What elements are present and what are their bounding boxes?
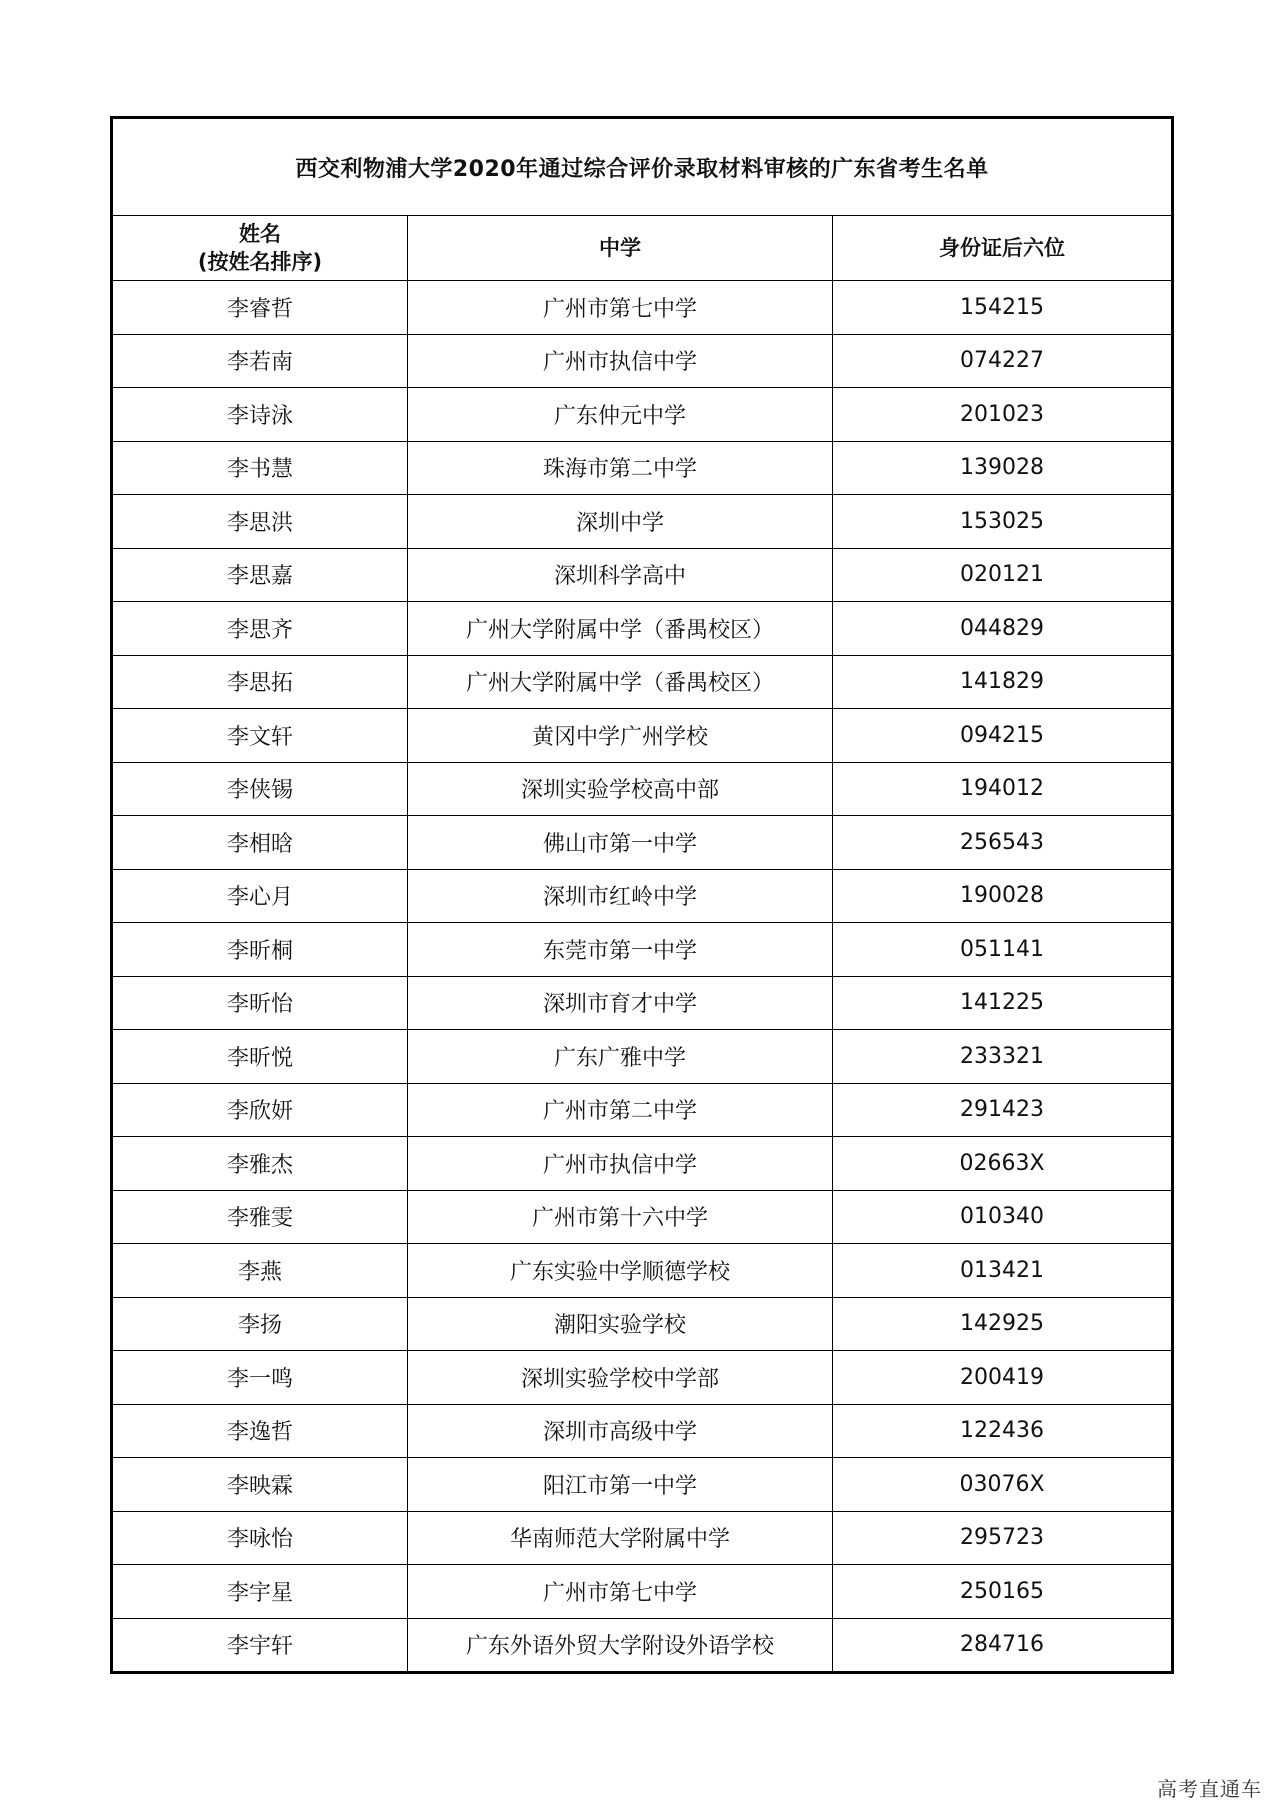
id-last-six-cell: 074227	[833, 334, 1173, 388]
id-last-six-cell: 295723	[833, 1511, 1173, 1565]
student-name-cell: 李欣妍	[112, 1083, 408, 1137]
id-last-six-cell: 094215	[833, 709, 1173, 763]
id-last-six-cell: 139028	[833, 441, 1173, 495]
id-last-six-cell: 153025	[833, 495, 1173, 549]
table-row	[112, 976, 1173, 1030]
school-name-cell: 广州市执信中学	[408, 1137, 833, 1191]
table-row	[112, 1511, 1173, 1565]
header-name	[112, 216, 408, 281]
id-last-six-cell: 141829	[833, 655, 1173, 709]
table-row	[112, 1137, 1173, 1191]
header-name-line2: (按姓名排序)	[197, 250, 323, 274]
student-name-cell: 李若南	[112, 334, 408, 388]
student-name-cell: 李逸哲	[112, 1404, 408, 1458]
table-body	[112, 281, 1173, 1673]
school-name-cell: 广州市第二中学	[408, 1083, 833, 1137]
id-last-six-cell: 013421	[833, 1244, 1173, 1298]
school-name-cell: 深圳实验学校中学部	[408, 1351, 833, 1405]
school-name-cell: 深圳科学高中	[408, 548, 833, 602]
student-name-cell: 李宇轩	[112, 1618, 408, 1673]
student-name-cell: 李昕怡	[112, 976, 408, 1030]
id-last-six-cell: 291423	[833, 1083, 1173, 1137]
table-row	[112, 334, 1173, 388]
table-title: 西交利物浦大学2020年通过综合评价录取材料审核的广东省考生名单	[112, 118, 1173, 216]
student-name-cell: 李映霖	[112, 1458, 408, 1512]
student-name-cell: 李书慧	[112, 441, 408, 495]
id-last-six-cell: 250165	[833, 1565, 1173, 1619]
student-name-cell: 李心月	[112, 869, 408, 923]
school-name-cell: 广州市第七中学	[408, 1565, 833, 1619]
school-name-cell: 广东仲元中学	[408, 388, 833, 442]
table-row	[112, 709, 1173, 763]
table-row	[112, 1351, 1173, 1405]
school-name-cell: 广州大学附属中学（番禺校区）	[408, 602, 833, 656]
school-name-cell: 深圳实验学校高中部	[408, 762, 833, 816]
student-name-cell: 李咏怡	[112, 1511, 408, 1565]
school-name-cell: 广州市执信中学	[408, 334, 833, 388]
table-row	[112, 869, 1173, 923]
table-row	[112, 1618, 1173, 1673]
id-last-six-cell: 200419	[833, 1351, 1173, 1405]
school-name-cell: 佛山市第一中学	[408, 816, 833, 870]
header-school: 中学	[408, 216, 833, 281]
school-name-cell: 黄冈中学广州学校	[408, 709, 833, 763]
id-last-six-cell: 256543	[833, 816, 1173, 870]
header-name-line1: 姓名	[239, 222, 281, 246]
id-last-six-cell: 190028	[833, 869, 1173, 923]
school-name-cell: 广州市第七中学	[408, 281, 833, 335]
id-last-six-cell: 141225	[833, 976, 1173, 1030]
table-row	[112, 1244, 1173, 1298]
school-name-cell: 潮阳实验学校	[408, 1297, 833, 1351]
table-row	[112, 1565, 1173, 1619]
school-name-cell: 深圳市红岭中学	[408, 869, 833, 923]
table-row	[112, 816, 1173, 870]
id-last-six-cell: 154215	[833, 281, 1173, 335]
table-row	[112, 602, 1173, 656]
school-name-cell: 广东实验中学顺德学校	[408, 1244, 833, 1298]
table-row	[112, 495, 1173, 549]
school-name-cell: 华南师范大学附属中学	[408, 1511, 833, 1565]
admission-list-table	[110, 116, 1174, 1674]
id-last-six-cell: 02663X	[833, 1137, 1173, 1191]
id-last-six-cell: 194012	[833, 762, 1173, 816]
table-row	[112, 1404, 1173, 1458]
school-name-cell: 广州市第十六中学	[408, 1190, 833, 1244]
school-name-cell: 东莞市第一中学	[408, 923, 833, 977]
table-row	[112, 1030, 1173, 1084]
student-name-cell: 李昕桐	[112, 923, 408, 977]
school-name-cell: 深圳市育才中学	[408, 976, 833, 1030]
student-name-cell: 李思齐	[112, 602, 408, 656]
school-name-cell: 广东广雅中学	[408, 1030, 833, 1084]
id-last-six-cell: 233321	[833, 1030, 1173, 1084]
student-name-cell: 李侠锡	[112, 762, 408, 816]
id-last-six-cell: 044829	[833, 602, 1173, 656]
id-last-six-cell: 142925	[833, 1297, 1173, 1351]
student-name-cell: 李睿哲	[112, 281, 408, 335]
school-name-cell: 广东外语外贸大学附设外语学校	[408, 1618, 833, 1673]
table-row	[112, 388, 1173, 442]
student-name-cell: 李文轩	[112, 709, 408, 763]
student-name-cell: 李思嘉	[112, 548, 408, 602]
header-id: 身份证后六位	[833, 216, 1173, 281]
school-name-cell: 深圳市高级中学	[408, 1404, 833, 1458]
table-row	[112, 1297, 1173, 1351]
id-last-six-cell: 010340	[833, 1190, 1173, 1244]
student-name-cell: 李相晗	[112, 816, 408, 870]
title-row	[112, 118, 1173, 216]
student-name-cell: 李昕悦	[112, 1030, 408, 1084]
table-row	[112, 1083, 1173, 1137]
table-row	[112, 923, 1173, 977]
student-name-cell: 李思拓	[112, 655, 408, 709]
id-last-six-cell: 201023	[833, 388, 1173, 442]
watermark-text: 高考直通车	[1157, 1777, 1262, 1801]
student-name-cell: 李诗泳	[112, 388, 408, 442]
table-row	[112, 441, 1173, 495]
school-name-cell: 珠海市第二中学	[408, 441, 833, 495]
student-name-cell: 李雅雯	[112, 1190, 408, 1244]
table-row	[112, 1190, 1173, 1244]
student-name-cell: 李燕	[112, 1244, 408, 1298]
student-name-cell: 李一鸣	[112, 1351, 408, 1405]
id-last-six-cell: 051141	[833, 923, 1173, 977]
table-row	[112, 762, 1173, 816]
table-row	[112, 281, 1173, 335]
id-last-six-cell: 03076X	[833, 1458, 1173, 1512]
school-name-cell: 阳江市第一中学	[408, 1458, 833, 1512]
school-name-cell: 广州大学附属中学（番禺校区）	[408, 655, 833, 709]
table-row	[112, 655, 1173, 709]
table-row	[112, 548, 1173, 602]
id-last-six-cell: 122436	[833, 1404, 1173, 1458]
id-last-six-cell: 020121	[833, 548, 1173, 602]
id-last-six-cell: 284716	[833, 1618, 1173, 1673]
student-name-cell: 李雅杰	[112, 1137, 408, 1191]
header-row	[112, 216, 1173, 281]
table-row	[112, 1458, 1173, 1512]
school-name-cell: 深圳中学	[408, 495, 833, 549]
student-name-cell: 李宇星	[112, 1565, 408, 1619]
student-name-cell: 李思洪	[112, 495, 408, 549]
student-name-cell: 李扬	[112, 1297, 408, 1351]
